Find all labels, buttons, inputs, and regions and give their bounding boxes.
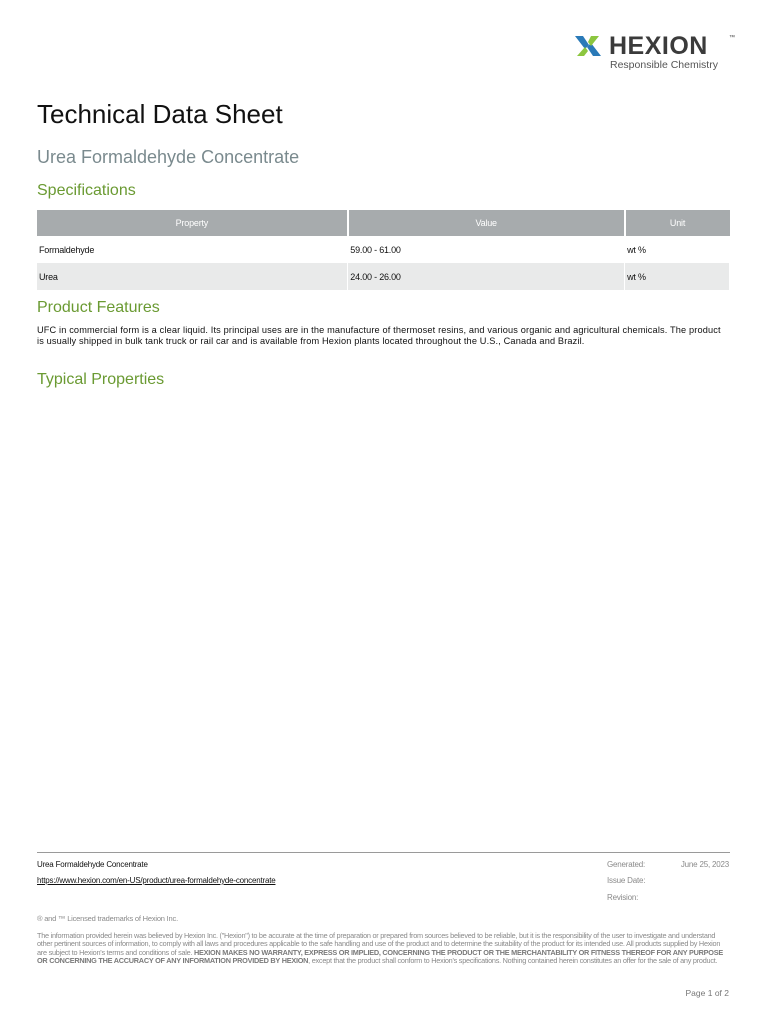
column-header-value: Value [348, 210, 625, 236]
table-row [37, 263, 730, 290]
issue-date-label: Issue Date: [607, 876, 646, 885]
brand-tm: ™ [729, 35, 735, 41]
product-page-link[interactable]: https://www.hexion.com/en-US/product/urea-formaldehyde-concentrate [37, 876, 276, 885]
hexion-logo [573, 32, 733, 74]
cell-unit: wt % [625, 263, 730, 290]
product-name: Urea Formaldehyde Concentrate [37, 147, 300, 167]
hexion-logo-mark-icon [573, 34, 603, 58]
table-header-row [37, 210, 730, 236]
specifications-table [37, 210, 730, 290]
footer-product-name: Urea Formaldehyde Concentrate [37, 860, 148, 869]
cell-unit: wt % [625, 236, 730, 263]
legal-disclaimer [37, 932, 730, 965]
disclaimer-warranty: HEXION MAKES NO WARRANTY, EXPRESS OR IMPLIED, CONCERNING THE PRODUCT OR THE MERCHANTABILITY OR FITNESS THEREOF FOR ANY PURPOSE OR CONCERNING THE ACCURACY OF ANY INFORMATION PROVIDED BY HEXION [37, 947, 723, 965]
specifications-heading: Specifications [37, 182, 136, 199]
table-row [37, 236, 730, 263]
revision-label: Revision: [607, 893, 639, 902]
page-number: Page 1 of 2 [685, 988, 729, 998]
cell-property: Urea [37, 263, 348, 290]
product-features-heading: Product Features [37, 299, 160, 316]
cell-value: 59.00 - 61.00 [348, 236, 625, 263]
document-title: Technical Data Sheet [37, 99, 283, 129]
footer-divider [37, 852, 730, 853]
typical-properties-heading: Typical Properties [37, 371, 165, 388]
generated-date: June 25, 2023 [680, 860, 729, 869]
trademark-notice: ® and ™ Licensed trademarks of Hexion Inc. [37, 914, 178, 923]
brand-name: HEXION [609, 32, 708, 60]
brand-tagline: Responsible Chemistry [610, 59, 718, 71]
disclaimer-tail: , except that the product shall conform to Hexion's specifications. Nothing contained herein constitutes an offer for the sale of any product. [308, 955, 718, 965]
column-header-property: Property [37, 210, 348, 236]
product-features-text: UFC in commercial form is a clear liquid. Its principal uses are in the manufacture of thermoset resins, and various organic and agricultural chemicals. The product is usually shipped in bulk tank truck or rail car and is available from Hexion plants located throughout the U.S., Canada and Brazil. [37, 325, 721, 346]
column-header-unit: Unit [625, 210, 730, 236]
cell-property: Formaldehyde [37, 236, 348, 263]
disclaimer-text: The information provided herein was believed by Hexion Inc. ("Hexion") to be accurate at the time of preparation or prepared from sources believed to be reliable, but it is the responsibility of the user to investigate and understand other pertinent sources of information, to comply with all laws and procedures applicable to the safe handling and use of the product and to determine the suitability of the product for its intended use. All products supplied by Hexion are subject to Hexion's terms and conditions of sale. [37, 931, 721, 957]
cell-value: 24.00 - 26.00 [348, 263, 625, 290]
generated-label: Generated: [607, 860, 646, 869]
